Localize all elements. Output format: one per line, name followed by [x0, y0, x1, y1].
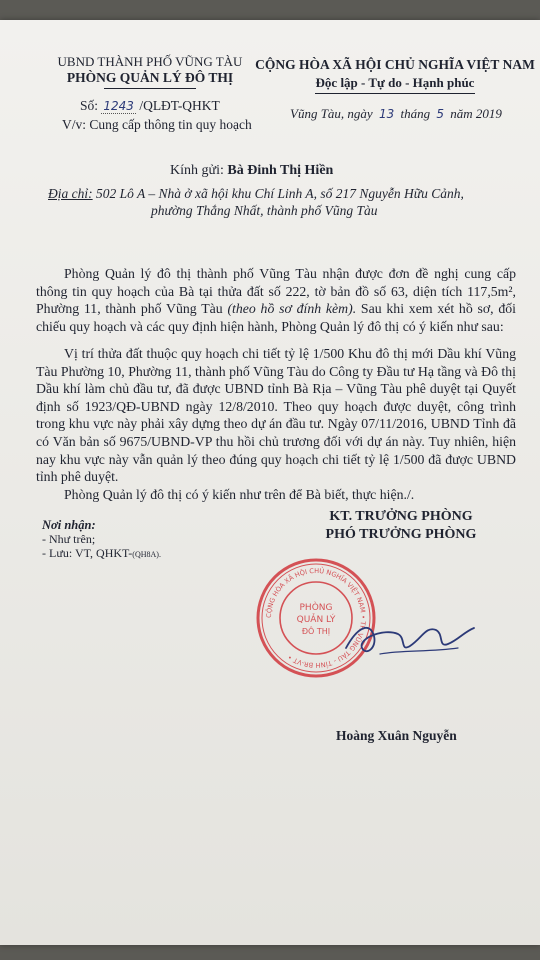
paragraph-closing: Phòng Quản lý đô thị có ý kiến như trên để Bà biết, thực hiện./. [64, 487, 415, 502]
motto-underline [315, 93, 475, 94]
document-number [80, 98, 220, 114]
signature-title-1: KT. TRƯỞNG PHÒNG [329, 509, 473, 524]
distribution-title: Nơi nhận: [42, 518, 96, 532]
signer-name: Hoàng Xuân Nguyễn [336, 728, 457, 743]
recipient-name: Bà Đinh Thị Hiền [227, 163, 334, 178]
address-label: Địa chỉ: [48, 186, 93, 201]
signature-title-block [286, 508, 516, 544]
nation-name: CỘNG HÒA XÃ HỘI CHỦ NGHĨA VIỆT NAM [255, 57, 535, 72]
date-prefix: Vũng Tàu, ngày [290, 106, 373, 121]
document-page [0, 20, 540, 945]
handwritten-signature-icon [340, 608, 480, 668]
seal-center-line-2: QUẢN LÝ [296, 615, 336, 625]
address-line-2: phường Thắng Nhất, thành phố Vũng Tàu [151, 203, 378, 218]
distribution-list [42, 518, 161, 562]
distribution-item: - Như trên; [42, 532, 96, 546]
date-month-label: tháng [400, 106, 431, 121]
paragraph-request-note: (theo hồ sơ đính kèm). [227, 301, 357, 317]
issuing-agency-header [40, 54, 260, 89]
distribution-item-main: - Lưu: VT, QHKT- [42, 546, 133, 560]
recipient-address [48, 185, 518, 219]
seal-center-line-3: ĐÔ THỊ [301, 627, 331, 636]
distribution-item [42, 546, 161, 562]
national-header [250, 56, 540, 94]
paragraph-request-main: Phòng Quản lý đô thị thành phố Vũng Tàu nhận được đơn đề nghị cung cấp thông tin quy hoạch của Bà tại thửa đất số 222, tờ bản đồ số 63, diện tích 117,5m², Phường 11, thành phố Vũng Tàu [36, 266, 516, 317]
signature-title-2: PHÓ TRƯỞNG PHÒNG [325, 527, 477, 542]
seal-center-line-1: PHÒNG [299, 603, 333, 613]
doc-number-label: Số: [80, 98, 99, 113]
agency-underline [104, 88, 196, 89]
address-line-1: 502 Lô A – Nhà ở xã hội khu Chí Linh A, số 217 Nguyễn Hữu Cảnh, [92, 186, 464, 201]
recipient-label: Kính gửi: [170, 163, 228, 178]
doc-number-suffix: /QLĐT-QHKT [139, 98, 220, 113]
paragraph-request-end: Sau khi xem xét hồ sơ, đối chiếu quy hoạch và các quy định hiện hành, Phòng Quản lý đô thị có ý kiến như sau: [36, 301, 517, 334]
seal-ring-text: CỘNG HÒA XÃ HỘI CHỦ NGHĨA VIỆT NAM • TP. VŨNG TÀU - TỈNH BR-VT • [264, 566, 368, 670]
place-and-date [290, 106, 502, 122]
paragraph-planning-info: Vị trí thửa đất thuộc quy hoạch chi tiết tỷ lệ 1/500 Khu đô thị mới Dầu khí Vũng Tàu Phường 10, Phường 11, thành phố Vũng Tàu do Công ty Đầu tư Hạ tầng và Đô thị Dầu khí làm chủ đầu tư, đã được UBND tỉnh Bà Rịa – Vũng Tàu phê duyệt tại Quyết định số 1923/QĐ-UBND ngày 12/8/2010. Theo quy hoạch được duyệt, công trình trong khu vực này phải xây dựng theo dự án đầu tư. Ngày 07/11/2016, UBND Tỉnh đã có Văn bản số 9675/UBND-VP thu hồi chủ trương đối với dự án này. Tuy nhiên, hiện nay khu vực này vẫn quản lý theo đúng quy hoạch chi tiết tỷ lệ 1/500 đã được UBND tỉnh phê duyệt. [36, 346, 516, 485]
agency-parent-name: UBND THÀNH PHỐ VŨNG TÀU [57, 54, 243, 69]
distribution-item-code: (QH8A). [132, 550, 161, 559]
date-day: 13 [378, 107, 395, 121]
recipient-line [170, 163, 333, 179]
national-motto: Độc lập - Tự do - Hạnh phúc [315, 75, 475, 90]
date-year: năm 2019 [450, 106, 502, 121]
agency-name: PHÒNG QUẢN LÝ ĐÔ THỊ [66, 70, 234, 85]
paragraph-request [36, 265, 516, 335]
date-month: 5 [436, 107, 444, 121]
doc-number-handwritten: 1243 [103, 99, 134, 113]
document-subject: V/v: Cung cấp thông tin quy hoạch [62, 117, 252, 132]
